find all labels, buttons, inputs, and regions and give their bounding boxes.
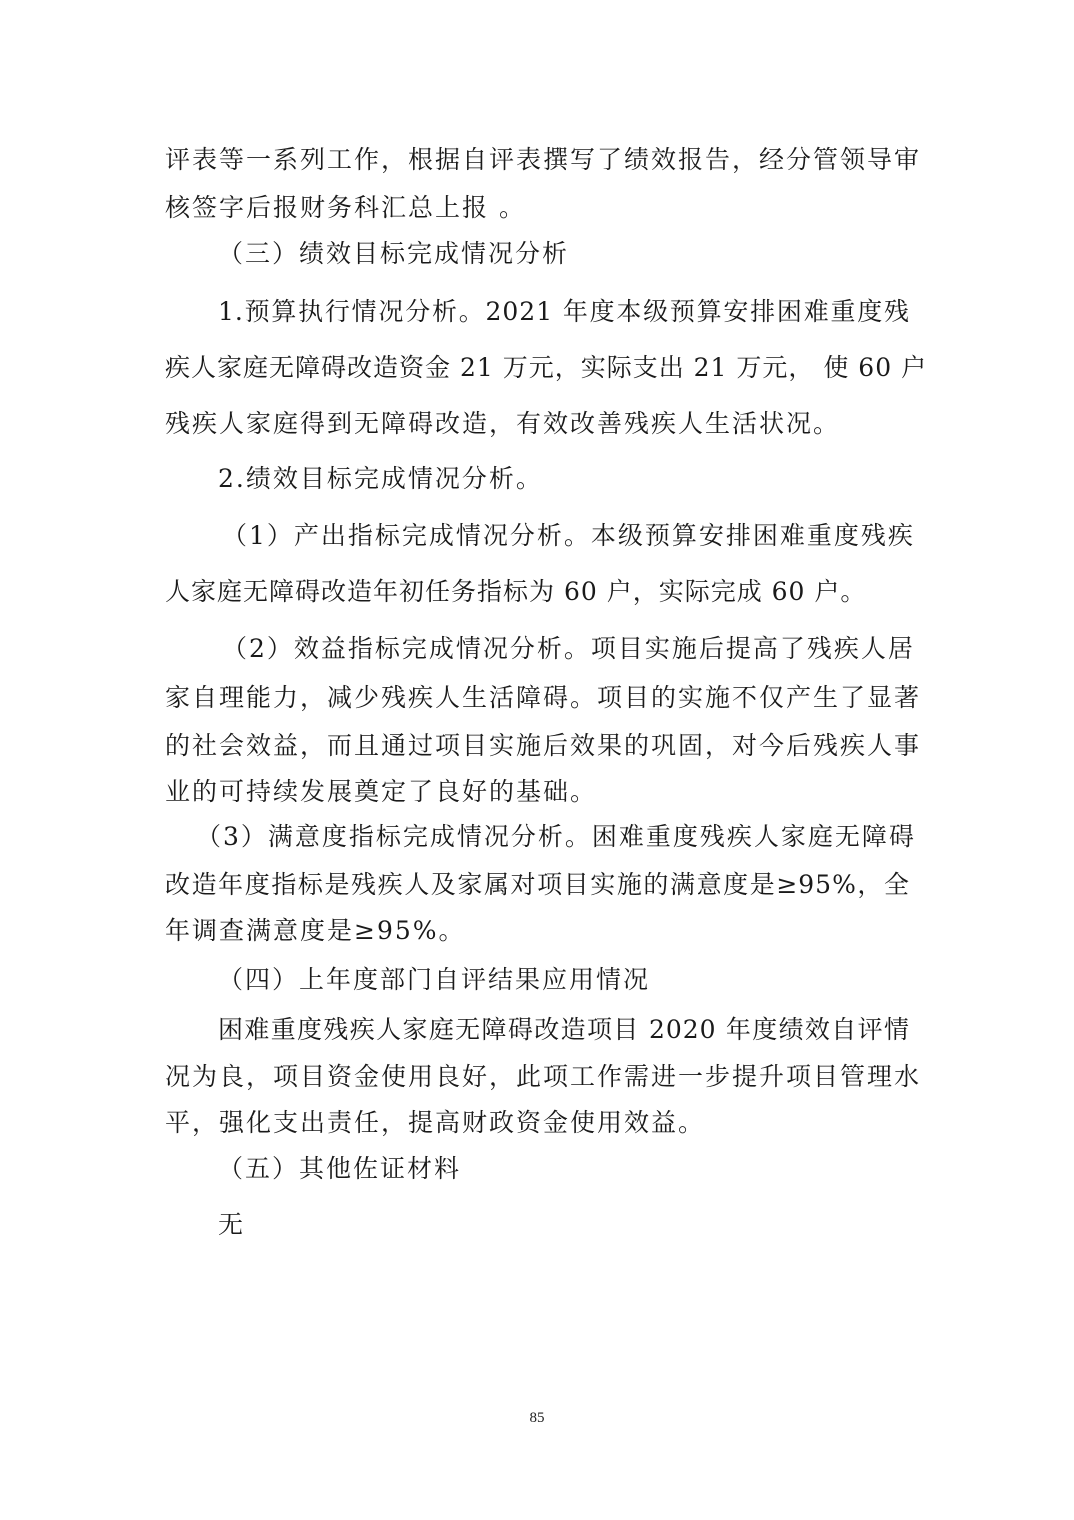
paragraph-line: 业的可持续发展奠定了良好的基础。 [165,777,598,806]
paragraph-line: 人家庭无障碍改造年初任务指标为 60 户，实际完成 60 户。 [165,577,867,606]
paragraph-line: 疾人家庭无障碍改造资金 21 万元，实际支出 21 万元， 使 60 户 [165,353,928,382]
paragraph-line: 核签字后报财务科汇总上报 。 [165,193,526,222]
paragraph-line: 家自理能力，减少残疾人生活障碍。项目的实施不仅产生了显著 [165,683,922,712]
paragraph-line: （3）满意度指标完成情况分析。困难重度残疾人家庭无障碍 [196,822,916,851]
section-heading: （五）其他佐证材料 [218,1154,462,1183]
paragraph-line: 况为良，项目资金使用良好，此项工作需进一步提升项目管理水 [165,1062,922,1091]
paragraph-line: 改造年度指标是残疾人及家属对项目实施的满意度是≥95%，全 [165,870,910,899]
page-number: 85 [529,1410,545,1426]
section-heading: （三）绩效目标完成情况分析 [218,239,570,268]
paragraph-line: 残疾人家庭得到无障碍改造，有效改善残疾人生活状况。 [165,409,841,438]
paragraph-line: 1.预算执行情况分析。2021 年度本级预算安排困难重度残 [218,297,910,326]
paragraph-line: （1）产出指标完成情况分析。本级预算安排困难重度残疾 [222,521,915,550]
paragraph-line: 困难重度残疾人家庭无障碍改造项目 2020 年度绩效自评情 [218,1015,910,1044]
paragraph-line: 无 [218,1210,246,1239]
paragraph-line: 年调查满意度是≥95%。 [165,916,466,945]
paragraph-line: （2）效益指标完成情况分析。项目实施后提高了残疾人居 [222,634,915,663]
paragraph-line: 的社会效益，而且通过项目实施后效果的巩固，对今后残疾人事 [165,731,922,760]
paragraph-line: 平，强化支出责任，提高财政资金使用效益。 [165,1108,706,1137]
section-heading: （四）上年度部门自评结果应用情况 [218,965,651,994]
paragraph-line: 2.绩效目标完成情况分析。 [218,464,543,493]
paragraph-line: 评表等一系列工作，根据自评表撰写了绩效报告，经分管领导审 [165,145,922,174]
